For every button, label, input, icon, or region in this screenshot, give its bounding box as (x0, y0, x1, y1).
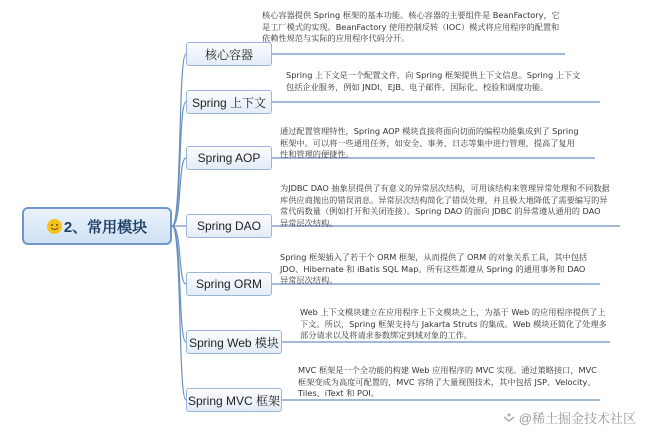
node-label: Spring 上下文 (191, 95, 267, 110)
node-spring-web[interactable] (186, 330, 282, 354)
juejin-logo-icon (502, 412, 516, 424)
watermark (502, 408, 636, 427)
smiley-icon (47, 219, 62, 234)
description-spring-orm: Spring 框架插入了若干个 ORM 框架，从而提供了 ORM 的对象关系工具，其中包括 JDO、Hibernate 和 iBatis SQL Map。所有这些都遵从 Spring 的通用事务和 DAO 异常层次结构。 (280, 252, 588, 285)
description-spring-aop: 通过配置管理特性，Spring AOP 模块直接将面向切面的编程功能集成到了 Spring 框架中。可以将一些通用任务，如安全、事务、日志等集中进行管理，提高了复用性和管理的便捷性。 (280, 126, 579, 159)
description-spring-web: Web 上下文模块建立在应用程序上下文模块之上，为基于 Web 的应用程序提供了上下文。所以，Spring 框架支持与 Jakarta Struts 的集成。Web 模块还简化了处理多部分请求以及将请求参数绑定到域对象的工作。 (300, 307, 607, 340)
description-spring-mvc: MVC 框架是一个全功能的构建 Web 应用程序的 MVC 实现。通过策略接口，MVC 框架变成为高度可配置的，MVC 容纳了大量视图技术，其中包括 JSP、Velocity、Tiles、iText 和 POI。 (298, 365, 597, 398)
description-core-container: 核心容器提供 Spring 框架的基本功能。核心容器的主要组件是 BeanFactory，它是工厂模式的实现。BeanFactory 使用控制反转（IOC）模式将应用程序的配置和依赖性规范与实际的应用程序代码分开。 (262, 10, 560, 43)
node-label: 核心容器 (204, 47, 253, 62)
root-label: 2、常用模块 (63, 218, 148, 236)
node-label: Spring MVC 框架 (187, 393, 281, 408)
node-label: Spring DAO (196, 219, 262, 233)
root-node[interactable] (22, 207, 172, 245)
node-label: Spring AOP (197, 151, 261, 165)
watermark-text: @稀土掘金技术社区 (518, 411, 636, 426)
node-spring-dao[interactable] (186, 214, 272, 238)
node-label: Spring Web 模块 (189, 335, 279, 350)
node-label: Spring ORM (195, 277, 263, 291)
node-spring-aop[interactable] (186, 146, 272, 170)
node-spring-orm[interactable] (186, 272, 272, 296)
node-core-container[interactable] (186, 42, 272, 66)
description-spring-context: Spring 上下文是一个配置文件，向 Spring 框架提供上下文信息。Spring 上下文包括企业服务，例如 JNDI、EJB、电子邮件、国际化、校验和调度功能。 (286, 70, 581, 92)
description-spring-dao: 为JDBC DAO 抽象层提供了有意义的异常层次结构，可用该结构来管理异常处理和不同数据库供应商抛出的错误消息。异常层次结构简化了错误处理，并且极大地降低了需要编写的异常代码数量（例如打开和关闭连接）。Spring DAO 的面向 JDBC 的异常遵从通用的 DAO 异常层次结构。 (280, 183, 610, 228)
node-spring-mvc[interactable] (186, 388, 282, 412)
node-spring-context[interactable] (186, 90, 272, 114)
